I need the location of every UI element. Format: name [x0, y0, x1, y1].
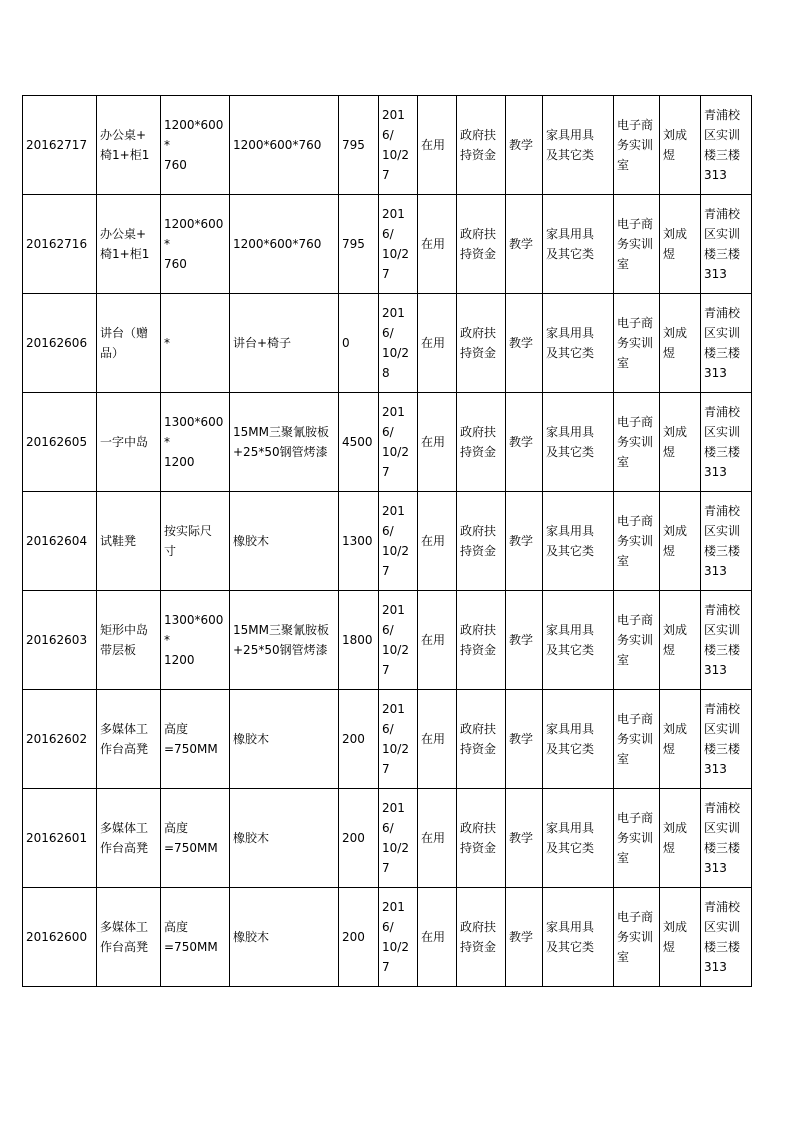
asset-name-cell — [97, 393, 161, 492]
asset-price-cell-text: 1300 — [342, 534, 373, 548]
asset-status-cell-text: 在用 — [421, 930, 446, 944]
asset-id-cell — [23, 888, 97, 987]
asset-price-cell-text: 795 — [342, 237, 365, 251]
asset-category-cell — [543, 888, 614, 987]
asset-spec-cell-text: 橡胶木 — [233, 930, 270, 944]
asset-name-cell-text: 一字中岛 — [100, 435, 149, 449]
asset-id-cell-text: 20162605 — [26, 435, 88, 449]
asset-location-cell — [701, 294, 752, 393]
asset-keeper-cell — [660, 195, 701, 294]
asset-status-cell — [418, 690, 457, 789]
asset-date-cell — [379, 591, 418, 690]
asset-use-cell-text: 教学 — [509, 435, 534, 449]
asset-name-cell-text: 多媒体工 作台高凳 — [100, 722, 149, 756]
asset-date-cell — [379, 492, 418, 591]
asset-price-cell — [339, 294, 379, 393]
asset-location-cell — [701, 789, 752, 888]
asset-size-cell-text: 高度 =750MM — [164, 920, 218, 954]
table-row — [23, 195, 752, 294]
asset-use-cell-text: 教学 — [509, 138, 534, 152]
asset-keeper-cell-text: 刘成 煜 — [663, 722, 688, 756]
asset-status-cell — [418, 591, 457, 690]
asset-fund-cell-text: 政府扶 持资金 — [460, 326, 497, 360]
asset-id-cell — [23, 690, 97, 789]
asset-spec-cell — [230, 195, 339, 294]
asset-category-cell-text: 家具用具 及其它类 — [546, 128, 595, 162]
asset-location-cell — [701, 492, 752, 591]
asset-date-cell — [379, 294, 418, 393]
asset-date-cell-text: 2016/ 10/27 — [382, 108, 409, 182]
asset-use-cell-text: 教学 — [509, 732, 534, 746]
asset-category-cell — [543, 294, 614, 393]
asset-keeper-cell — [660, 492, 701, 591]
table-row — [23, 294, 752, 393]
asset-dept-cell-text: 电子商 务实训 室 — [617, 118, 654, 172]
asset-name-cell-text: 办公桌+ 椅1+柜1 — [100, 128, 150, 162]
asset-fund-cell — [457, 789, 506, 888]
asset-status-cell — [418, 294, 457, 393]
asset-location-cell-text: 青浦校 区实训 楼三楼 313 — [704, 306, 741, 380]
table-row — [23, 393, 752, 492]
asset-name-cell — [97, 591, 161, 690]
asset-keeper-cell — [660, 888, 701, 987]
asset-use-cell-text: 教学 — [509, 930, 534, 944]
asset-id-cell — [23, 96, 97, 195]
asset-spec-cell — [230, 492, 339, 591]
asset-keeper-cell — [660, 96, 701, 195]
asset-date-cell-text: 2016/ 10/27 — [382, 702, 409, 776]
table-row — [23, 96, 752, 195]
asset-dept-cell — [614, 789, 660, 888]
asset-fund-cell — [457, 393, 506, 492]
asset-location-cell — [701, 690, 752, 789]
asset-status-cell-text: 在用 — [421, 534, 446, 548]
asset-size-cell-text: 高度 =750MM — [164, 821, 218, 855]
asset-name-cell — [97, 96, 161, 195]
asset-dept-cell — [614, 294, 660, 393]
asset-date-cell — [379, 690, 418, 789]
asset-category-cell-text: 家具用具 及其它类 — [546, 326, 595, 360]
asset-dept-cell — [614, 591, 660, 690]
asset-status-cell-text: 在用 — [421, 732, 446, 746]
asset-fund-cell — [457, 888, 506, 987]
asset-category-cell-text: 家具用具 及其它类 — [546, 920, 595, 954]
asset-date-cell-text: 2016/ 10/27 — [382, 504, 409, 578]
asset-location-cell — [701, 96, 752, 195]
asset-size-cell — [161, 789, 230, 888]
asset-price-cell-text: 0 — [342, 336, 350, 350]
asset-keeper-cell-text: 刘成 煜 — [663, 623, 688, 657]
asset-location-cell-text: 青浦校 区实训 楼三楼 313 — [704, 405, 741, 479]
asset-id-cell-text: 20162603 — [26, 633, 88, 647]
asset-size-cell-text: * — [164, 336, 170, 350]
asset-category-cell-text: 家具用具 及其它类 — [546, 524, 595, 558]
asset-dept-cell-text: 电子商 务实训 室 — [617, 712, 654, 766]
asset-name-cell — [97, 492, 161, 591]
asset-fund-cell-text: 政府扶 持资金 — [460, 920, 497, 954]
asset-size-cell-text: 按实际尺 寸 — [164, 524, 213, 558]
asset-use-cell — [506, 789, 543, 888]
asset-status-cell — [418, 888, 457, 987]
asset-keeper-cell — [660, 789, 701, 888]
asset-dept-cell-text: 电子商 务实训 室 — [617, 811, 654, 865]
asset-name-cell-text: 讲台（赠 品） — [100, 326, 149, 360]
asset-use-cell — [506, 393, 543, 492]
asset-price-cell-text: 4500 — [342, 435, 373, 449]
asset-size-cell — [161, 690, 230, 789]
asset-id-cell-text: 20162716 — [26, 237, 88, 251]
asset-fund-cell-text: 政府扶 持资金 — [460, 227, 497, 261]
asset-fund-cell — [457, 492, 506, 591]
asset-spec-cell — [230, 690, 339, 789]
asset-price-cell — [339, 789, 379, 888]
asset-date-cell-text: 2016/ 10/28 — [382, 306, 409, 380]
asset-date-cell-text: 2016/ 10/27 — [382, 603, 409, 677]
asset-category-cell-text: 家具用具 及其它类 — [546, 227, 595, 261]
asset-dept-cell-text: 电子商 务实训 室 — [617, 910, 654, 964]
asset-price-cell — [339, 591, 379, 690]
asset-use-cell — [506, 591, 543, 690]
table-row — [23, 591, 752, 690]
table-row — [23, 789, 752, 888]
asset-category-cell — [543, 393, 614, 492]
asset-dept-cell — [614, 195, 660, 294]
asset-fund-cell — [457, 294, 506, 393]
asset-spec-cell — [230, 294, 339, 393]
asset-dept-cell — [614, 96, 660, 195]
asset-spec-cell — [230, 888, 339, 987]
table-row — [23, 690, 752, 789]
asset-spec-cell-text: 15MM三聚氰胺板 +25*50钢管烤漆 — [233, 425, 329, 459]
asset-price-cell-text: 200 — [342, 732, 365, 746]
asset-category-cell — [543, 789, 614, 888]
asset-name-cell-text: 试鞋凳 — [100, 534, 137, 548]
asset-name-cell-text: 多媒体工 作台高凳 — [100, 821, 149, 855]
asset-id-cell-text: 20162604 — [26, 534, 88, 548]
asset-fund-cell — [457, 591, 506, 690]
asset-category-cell-text: 家具用具 及其它类 — [546, 821, 595, 855]
asset-status-cell — [418, 789, 457, 888]
asset-use-cell — [506, 492, 543, 591]
asset-spec-cell — [230, 393, 339, 492]
asset-price-cell — [339, 888, 379, 987]
asset-location-cell-text: 青浦校 区实训 楼三楼 313 — [704, 702, 741, 776]
asset-size-cell — [161, 195, 230, 294]
asset-fund-cell — [457, 195, 506, 294]
asset-price-cell-text: 795 — [342, 138, 365, 152]
asset-keeper-cell — [660, 393, 701, 492]
asset-price-cell-text: 200 — [342, 831, 365, 845]
asset-spec-cell-text: 1200*600*760 — [233, 138, 322, 152]
asset-spec-cell — [230, 789, 339, 888]
asset-use-cell — [506, 96, 543, 195]
asset-dept-cell — [614, 888, 660, 987]
asset-keeper-cell — [660, 690, 701, 789]
asset-keeper-cell-text: 刘成 煜 — [663, 821, 688, 855]
table-row — [23, 888, 752, 987]
asset-table — [22, 95, 752, 987]
asset-date-cell — [379, 393, 418, 492]
asset-id-cell — [23, 591, 97, 690]
asset-date-cell-text: 2016/ 10/27 — [382, 207, 409, 281]
asset-date-cell — [379, 96, 418, 195]
asset-location-cell — [701, 195, 752, 294]
asset-dept-cell — [614, 690, 660, 789]
asset-id-cell — [23, 294, 97, 393]
asset-size-cell — [161, 96, 230, 195]
asset-status-cell-text: 在用 — [421, 138, 446, 152]
asset-category-cell-text: 家具用具 及其它类 — [546, 623, 595, 657]
asset-category-cell-text: 家具用具 及其它类 — [546, 722, 595, 756]
asset-use-cell-text: 教学 — [509, 237, 534, 251]
asset-use-cell-text: 教学 — [509, 534, 534, 548]
asset-spec-cell-text: 15MM三聚氰胺板 +25*50钢管烤漆 — [233, 623, 329, 657]
asset-fund-cell-text: 政府扶 持资金 — [460, 623, 497, 657]
asset-size-cell — [161, 294, 230, 393]
asset-id-cell — [23, 195, 97, 294]
asset-status-cell — [418, 393, 457, 492]
asset-spec-cell — [230, 591, 339, 690]
asset-price-cell-text: 200 — [342, 930, 365, 944]
asset-status-cell — [418, 492, 457, 591]
asset-size-cell — [161, 888, 230, 987]
asset-fund-cell-text: 政府扶 持资金 — [460, 722, 497, 756]
asset-date-cell-text: 2016/ 10/27 — [382, 801, 409, 875]
asset-spec-cell-text: 橡胶木 — [233, 831, 270, 845]
asset-fund-cell — [457, 690, 506, 789]
asset-price-cell — [339, 393, 379, 492]
asset-dept-cell-text: 电子商 务实训 室 — [617, 415, 654, 469]
asset-keeper-cell — [660, 591, 701, 690]
asset-spec-cell-text: 橡胶木 — [233, 534, 270, 548]
asset-size-cell — [161, 591, 230, 690]
asset-date-cell — [379, 195, 418, 294]
asset-use-cell — [506, 294, 543, 393]
asset-fund-cell — [457, 96, 506, 195]
asset-keeper-cell-text: 刘成 煜 — [663, 326, 688, 360]
asset-name-cell-text: 多媒体工 作台高凳 — [100, 920, 149, 954]
asset-location-cell — [701, 393, 752, 492]
asset-location-cell-text: 青浦校 区实训 楼三楼 313 — [704, 801, 741, 875]
asset-id-cell — [23, 393, 97, 492]
asset-status-cell-text: 在用 — [421, 831, 446, 845]
asset-price-cell — [339, 96, 379, 195]
asset-date-cell — [379, 789, 418, 888]
asset-location-cell-text: 青浦校 区实训 楼三楼 313 — [704, 504, 741, 578]
asset-id-cell-text: 20162606 — [26, 336, 88, 350]
asset-date-cell-text: 2016/ 10/27 — [382, 900, 409, 974]
asset-id-cell-text: 20162600 — [26, 930, 88, 944]
asset-id-cell — [23, 492, 97, 591]
asset-name-cell — [97, 294, 161, 393]
asset-location-cell-text: 青浦校 区实训 楼三楼 313 — [704, 603, 741, 677]
asset-location-cell-text: 青浦校 区实训 楼三楼 313 — [704, 207, 741, 281]
asset-dept-cell-text: 电子商 务实训 室 — [617, 613, 654, 667]
asset-size-cell-text: 1300*600* 1200 — [164, 613, 224, 667]
asset-keeper-cell-text: 刘成 煜 — [663, 128, 688, 162]
asset-location-cell — [701, 591, 752, 690]
asset-keeper-cell-text: 刘成 煜 — [663, 920, 688, 954]
asset-name-cell-text: 矩形中岛 带层板 — [100, 623, 149, 657]
asset-category-cell — [543, 492, 614, 591]
asset-location-cell-text: 青浦校 区实训 楼三楼 313 — [704, 108, 741, 182]
asset-dept-cell — [614, 393, 660, 492]
asset-size-cell-text: 1200*600* 760 — [164, 217, 224, 271]
asset-use-cell — [506, 690, 543, 789]
asset-size-cell — [161, 393, 230, 492]
asset-name-cell — [97, 789, 161, 888]
asset-status-cell — [418, 195, 457, 294]
asset-dept-cell-text: 电子商 务实训 室 — [617, 514, 654, 568]
asset-table-body — [23, 96, 752, 987]
asset-keeper-cell-text: 刘成 煜 — [663, 227, 688, 261]
asset-category-cell-text: 家具用具 及其它类 — [546, 425, 595, 459]
asset-spec-cell-text: 讲台+椅子 — [233, 336, 292, 350]
asset-fund-cell-text: 政府扶 持资金 — [460, 524, 497, 558]
asset-price-cell — [339, 492, 379, 591]
asset-fund-cell-text: 政府扶 持资金 — [460, 425, 497, 459]
asset-price-cell — [339, 195, 379, 294]
asset-price-cell — [339, 690, 379, 789]
asset-name-cell — [97, 690, 161, 789]
table-row — [23, 492, 752, 591]
asset-size-cell-text: 1200*600* 760 — [164, 118, 224, 172]
asset-keeper-cell — [660, 294, 701, 393]
asset-spec-cell-text: 橡胶木 — [233, 732, 270, 746]
asset-date-cell-text: 2016/ 10/27 — [382, 405, 409, 479]
asset-id-cell-text: 20162602 — [26, 732, 88, 746]
asset-name-cell — [97, 888, 161, 987]
asset-category-cell — [543, 591, 614, 690]
asset-size-cell-text: 高度 =750MM — [164, 722, 218, 756]
asset-category-cell — [543, 690, 614, 789]
asset-price-cell-text: 1800 — [342, 633, 373, 647]
asset-keeper-cell-text: 刘成 煜 — [663, 524, 688, 558]
asset-keeper-cell-text: 刘成 煜 — [663, 425, 688, 459]
asset-use-cell-text: 教学 — [509, 831, 534, 845]
asset-size-cell — [161, 492, 230, 591]
asset-name-cell — [97, 195, 161, 294]
asset-id-cell — [23, 789, 97, 888]
asset-use-cell-text: 教学 — [509, 633, 534, 647]
asset-status-cell-text: 在用 — [421, 435, 446, 449]
asset-size-cell-text: 1300*600* 1200 — [164, 415, 224, 469]
asset-category-cell — [543, 96, 614, 195]
asset-category-cell — [543, 195, 614, 294]
asset-use-cell — [506, 195, 543, 294]
asset-id-cell-text: 20162717 — [26, 138, 88, 152]
asset-status-cell — [418, 96, 457, 195]
asset-location-cell — [701, 888, 752, 987]
asset-name-cell-text: 办公桌+ 椅1+柜1 — [100, 227, 150, 261]
asset-use-cell — [506, 888, 543, 987]
asset-status-cell-text: 在用 — [421, 336, 446, 350]
asset-use-cell-text: 教学 — [509, 336, 534, 350]
asset-status-cell-text: 在用 — [421, 633, 446, 647]
asset-id-cell-text: 20162601 — [26, 831, 88, 845]
asset-dept-cell — [614, 492, 660, 591]
asset-fund-cell-text: 政府扶 持资金 — [460, 128, 497, 162]
asset-location-cell-text: 青浦校 区实训 楼三楼 313 — [704, 900, 741, 974]
asset-dept-cell-text: 电子商 务实训 室 — [617, 316, 654, 370]
asset-spec-cell-text: 1200*600*760 — [233, 237, 322, 251]
asset-spec-cell — [230, 96, 339, 195]
asset-dept-cell-text: 电子商 务实训 室 — [617, 217, 654, 271]
asset-fund-cell-text: 政府扶 持资金 — [460, 821, 497, 855]
asset-status-cell-text: 在用 — [421, 237, 446, 251]
asset-date-cell — [379, 888, 418, 987]
